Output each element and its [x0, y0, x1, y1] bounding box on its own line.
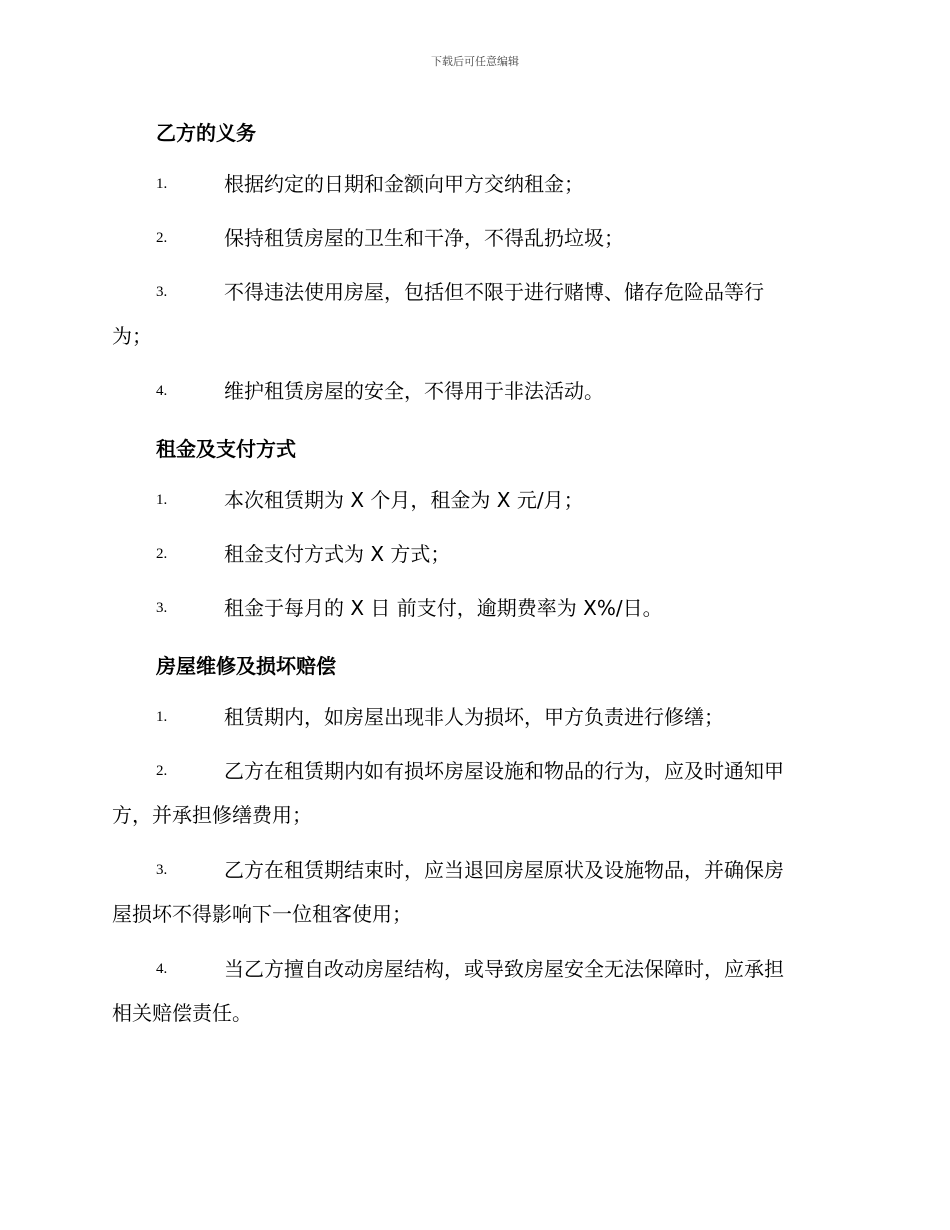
section-heading: 租金及支付方式: [156, 437, 296, 461]
item-text: 本次租赁期为 X 个月，租金为 X 元/月；: [224, 488, 584, 512]
item-number: 2.: [156, 230, 168, 246]
item-number: 2.: [156, 763, 168, 779]
item-number: 1.: [156, 176, 168, 192]
item-number: 2.: [156, 546, 168, 562]
item-number: 4.: [156, 961, 168, 977]
item-number: 3.: [156, 862, 168, 878]
item-text: 乙方在租赁期内如有损坏房屋设施和物品的行为，应及时通知甲: [224, 759, 784, 783]
page-header: 下载后可任意编辑: [431, 55, 519, 68]
item-number: 1.: [156, 709, 168, 725]
item-number: 4.: [156, 383, 168, 399]
item-text: 当乙方擅自改动房屋结构，或导致房屋安全无法保障时，应承担: [224, 957, 784, 981]
item-text: 租金于每月的 X 日 前支付，逾期费率为 X%/日。: [224, 596, 663, 620]
item-text-continued: 屋损坏不得影响下一位租客使用；: [112, 902, 412, 926]
item-text: 乙方在租赁期结束时，应当退回房屋原状及设施物品，并确保房: [224, 858, 784, 882]
item-number: 1.: [156, 492, 168, 508]
item-text-continued: 为；: [112, 324, 152, 348]
item-text: 保持租赁房屋的卫生和干净，不得乱扔垃圾；: [224, 226, 624, 250]
item-text: 维护租赁房屋的安全，不得用于非法活动。: [224, 379, 604, 403]
item-text: 根据约定的日期和金额向甲方交纳租金；: [224, 172, 584, 196]
item-text: 租赁期内，如房屋出现非人为损坏，甲方负责进行修缮；: [224, 705, 724, 729]
item-text: 租金支付方式为 X 方式；: [224, 542, 451, 566]
item-number: 3.: [156, 284, 168, 300]
item-text: 不得违法使用房屋，包括但不限于进行赌博、储存危险品等行: [224, 280, 764, 304]
item-text-continued: 相关赔偿责任。: [112, 1001, 252, 1025]
section-heading: 乙方的义务: [156, 121, 256, 145]
item-number: 3.: [156, 600, 168, 616]
item-text-continued: 方，并承担修缮费用；: [112, 803, 312, 827]
section-heading: 房屋维修及损坏赔偿: [156, 654, 336, 678]
